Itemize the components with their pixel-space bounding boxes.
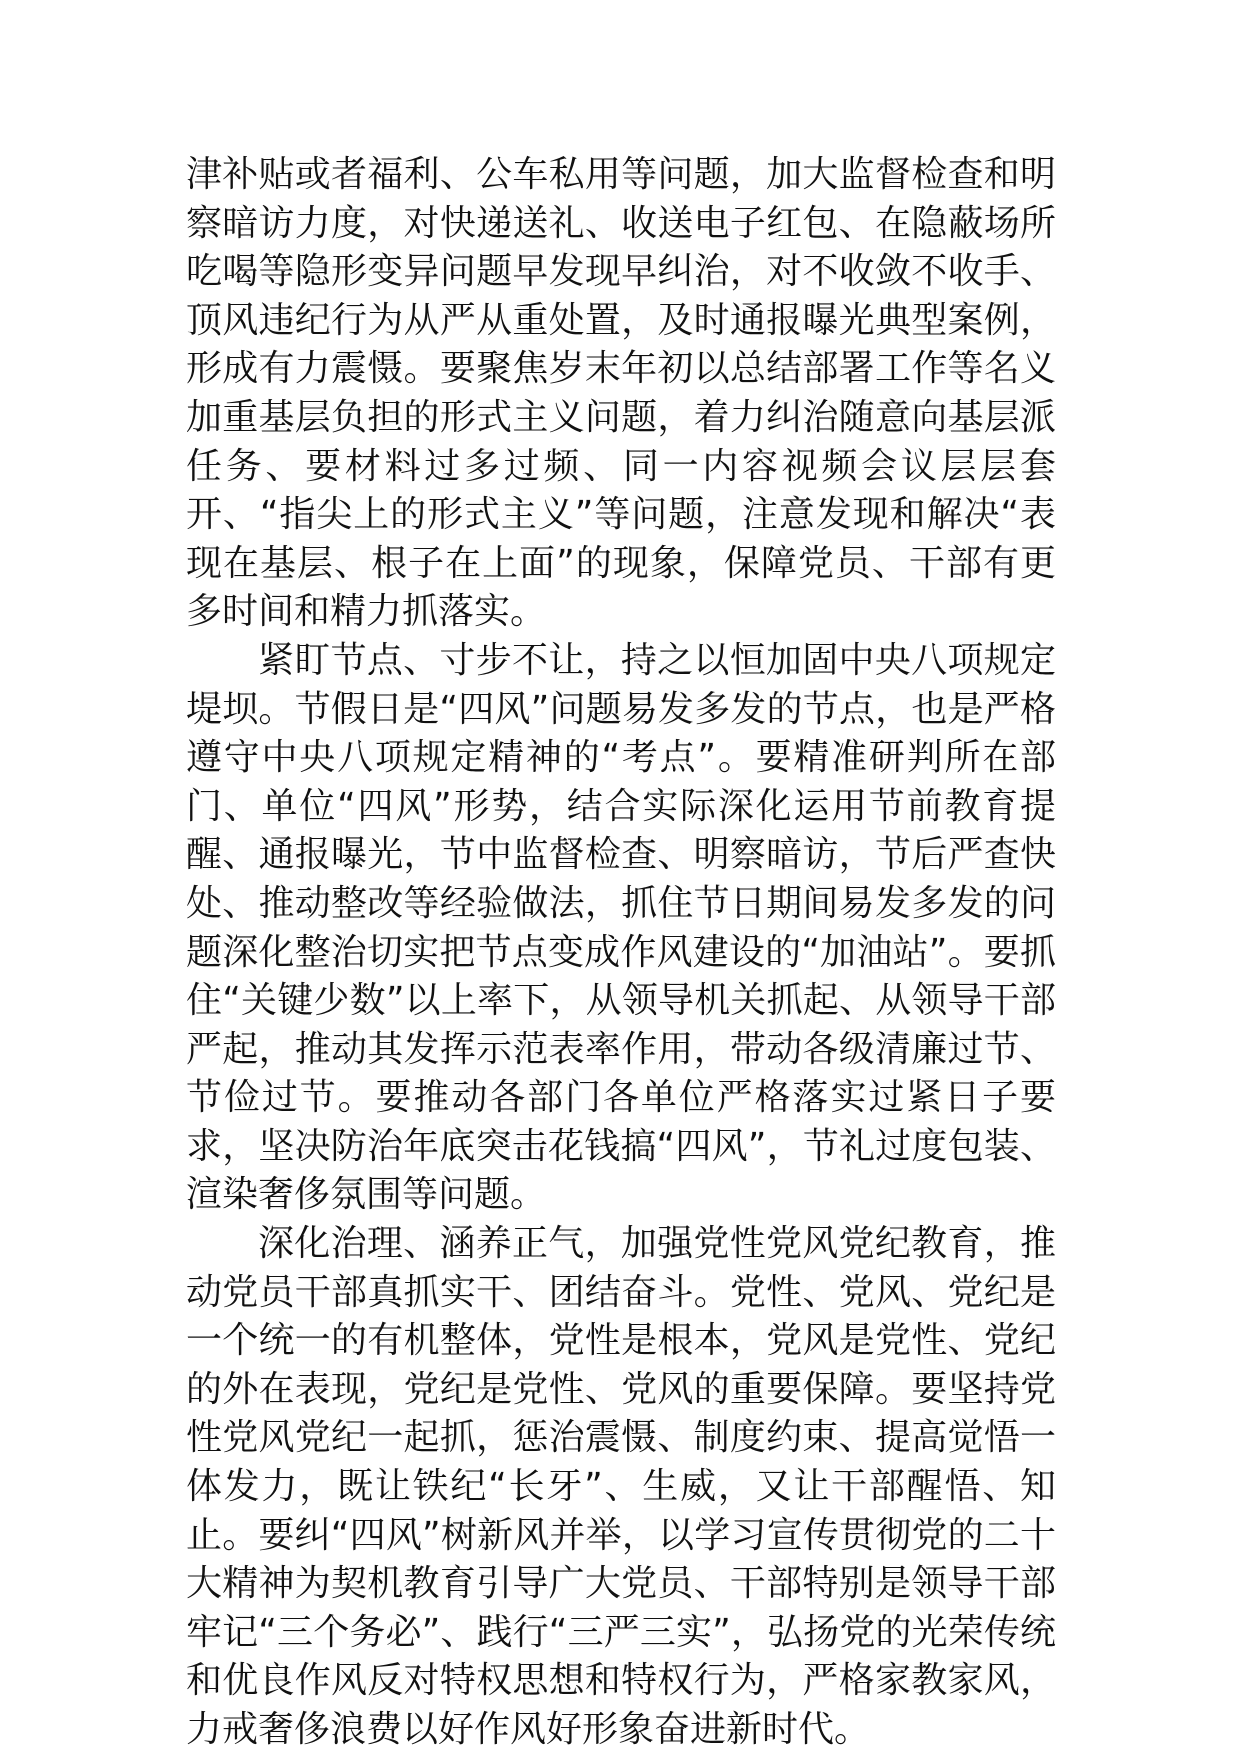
- paragraph-2: 紧盯节点、寸步不让，持之以恒加固中央八项规定堤坝。节假日是“四风”问题易发多发的节点，也是严格遵守中央八项规定精神的“考点”。要精准研判所在部门、单位“四风”形势，结合实际深化运用节前教育提醒、通报曝光，节中监督检查、明察暗访，节后严查快处、推动整改等经验做法，抓住节日期间易发多发的问题深化整治切实把节点变成作风建设的“加油站”。要抓住“关键少数”以上率下，从领导机关抓起、从领导干部严起，推动其发挥示范表率作用，带动各级清廉过节、节俭过节。要推动各部门各单位严格落实过紧日子要求，坚决防治年底突击花钱搞“四风”，节礼过度包装、渲染奢侈氛围等问题。: [186, 639, 1056, 1216]
- document-body: [186, 151, 1056, 1755]
- paragraph-1: 津补贴或者福利、公车私用等问题，加大监督检查和明察暗访力度，对快递送礼、收送电子红包、在隐蔽场所吃喝等隐形变异问题早发现早纠治，对不收敛不收手、顶风违纪行为从严从重处置，及时通报曝光典型案例，形成有力震慑。要聚焦岁末年初以总结部署工作等名义加重基层负担的形式主义问题，着力纠治随意向基层派任务、要材料过多过频、同一内容视频会议层层套开、“指尖上的形式主义”等问题，注意发现和解决“表现在基层、根子在上面”的现象，保障党员、干部有更多时间和精力抓落实。: [186, 154, 1056, 633]
- paragraph-3: 深化治理、涵养正气，加强党性党风党纪教育，推动党员干部真抓实干、团结奋斗。党性、党风、党纪是一个统一的有机整体，党性是根本，党风是党性、党纪的外在表现，党纪是党性、党风的重要保障。要坚持党性党风党纪一起抓，惩治震慑、制度约束、提高觉悟一体发力，既让铁纪“长牙”、生威，又让干部醒悟、知止。要纠“四风”树新风并举，以学习宣传贯彻党的二十大精神为契机教育引导广大党员、干部特别是领导干部牢记“三个务必”、践行“三严三实”，弘扬党的光荣传统和优良作风反对特权思想和特权行为，严格家教家风，力戒奢侈浪费以好作风好形象奋进新时代。: [186, 1223, 1056, 1750]
